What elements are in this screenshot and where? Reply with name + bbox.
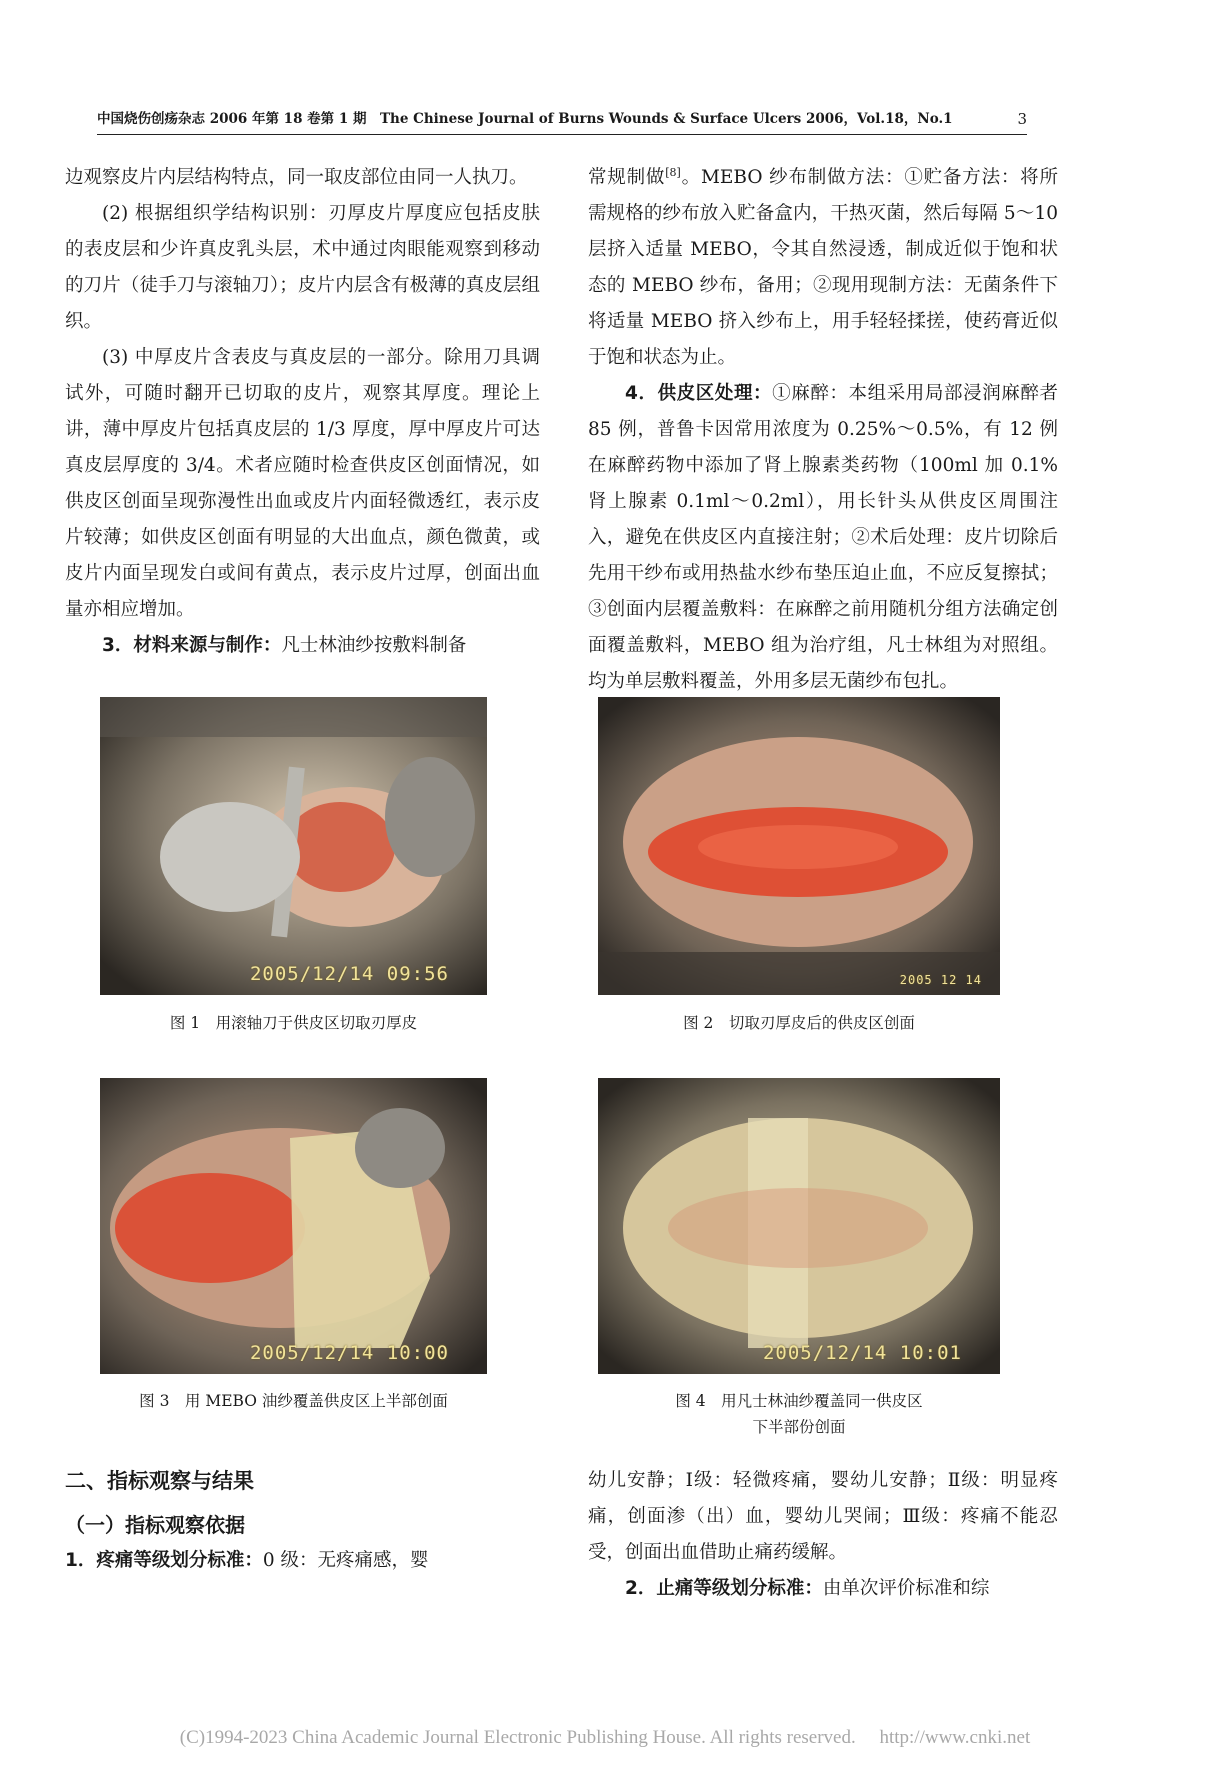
paragraph	[588, 160, 1058, 376]
paragraph-lead: 2．止痛等级划分标准：	[625, 1578, 823, 1599]
figure-4-photo	[598, 1078, 1000, 1374]
figure-4-caption: 图 4 用凡士林油纱覆盖同一供皮区 下半部份创面	[675, 1392, 923, 1436]
figure-3-photo	[100, 1078, 487, 1374]
paragraph-text: ①麻醉：本组采用局部浸润麻醉者 85 例，普鲁卡因常用浓度为 0.25%～0.5%，有 12 例在麻醉药物中添加了肾上腺素类药物（100ml 加 0.1% 肾上腺素 0.1ml～0.2ml），用长针头从供皮区周围注入，避免在供皮区内直接注射；②术后处理：皮片切除后先用干纱布或用热盐水纱布垫压迫止血，不应反复擦拭；③创面内层覆盖敷料：在麻醉之前用随机分组方法确定创面覆盖敷料，MEBO 组为治疗组，凡士林组为对照组。均为单层敷料覆盖，外用多层无菌纱布包扎。	[588, 383, 1058, 692]
paragraph-lead: 4．供皮区处理：	[625, 383, 773, 404]
figure-1-caption: 图 1 用滚轴刀于供皮区切取刃厚皮	[169, 1014, 418, 1032]
section-heading: 二、指标观察与结果	[65, 1469, 254, 1493]
paragraph-text: 凡士林油纱按敷料制备	[281, 635, 467, 656]
photo-timestamp: 2005 12 14	[899, 973, 982, 987]
mebo-dressing-photo-graphic	[100, 1078, 487, 1374]
right-column-top	[588, 160, 1058, 700]
paragraph-text: 。MEBO 纱布制做方法：①贮备方法：将所需规格的纱布放入贮备盒内，干热灭菌，然后每隔 5～10 层挤入适量 MEBO，令其自然浸透，制成近似于饱和状态的 MEBO 纱布，备用；②现用现制方法：无菌条件下将适量 MEBO 挤入纱布上，用手轻轻揉搓，使药膏近似于饱和状态为止。	[588, 167, 1058, 368]
citation-ref[interactable]: [8]	[665, 165, 681, 179]
left-column-top	[65, 160, 540, 664]
paragraph	[65, 628, 540, 664]
vaseline-dressing-photo-graphic	[598, 1078, 1000, 1374]
figure-1-photo	[100, 697, 487, 995]
right-column-bottom	[588, 1463, 1058, 1607]
copyright-footer: (C)1994-2023 China Academic Journal Electronic Publishing House. All rights reserved. http://www.cnki.net	[179, 1727, 1031, 1748]
photo-timestamp: 2005/12/14 10:01	[762, 1342, 962, 1364]
paragraph-text: 0 级：无疼痛感，婴	[262, 1550, 429, 1571]
paragraph	[588, 1571, 1058, 1607]
page-number: 3	[1017, 110, 1027, 128]
paragraph-text: 常规制做	[588, 167, 666, 188]
paragraph	[65, 1543, 540, 1579]
photo-timestamp: 2005/12/14 10:00	[249, 1342, 449, 1364]
surgery-photo-graphic	[100, 697, 487, 995]
paragraph: 边观察皮片内层结构特点，同一取皮部位由同一人执刀。	[65, 167, 528, 188]
figure-2-photo	[598, 697, 1000, 995]
donor-site-photo-graphic	[598, 697, 1000, 995]
paragraph-lead: 1．疼痛等级划分标准：	[65, 1550, 263, 1571]
paragraph-lead: 3．材料来源与制作：	[102, 635, 282, 656]
paragraph: 幼儿安静；Ⅰ级：轻微疼痛，婴幼儿安静；Ⅱ级：明显疼痛，创面渗（出）血，婴幼儿哭闹；Ⅲ级：疼痛不能忍受，创面出血借助止痛药缓解。	[588, 1470, 1058, 1563]
paragraph: (3) 中厚皮片含表皮与真皮层的一部分。除用刀具调试外，可随时翻开已切取的皮片，观察其厚度。理论上讲，薄中厚皮片包括真皮层的 1/3 厚度，厚中厚皮片可达真皮层厚度的 3/4。术者应随时检查供皮区创面情况，如供皮区创面呈现弥漫性出血或皮片内面轻微透红，表示皮片较薄；如供皮区创面有明显的大出血点，颜色微黄，或皮片内面呈现发白或间有黄点，表示皮片过厚，创面出血量亦相应增加。	[65, 347, 540, 620]
running-header	[97, 108, 1027, 135]
figure-2-caption: 图 2 切取刃厚皮后的供皮区创面	[683, 1014, 915, 1032]
photo-timestamp: 2005/12/14 09:56	[249, 963, 449, 985]
left-column-bottom	[65, 1463, 540, 1579]
journal-title: 中国烧伤创疡杂志 2006 年第 18 卷第 1 期 The Chinese Journal of Burns Wounds & Surface Ulcers 2006，Vol.18，No.1	[97, 111, 953, 127]
paragraph	[588, 376, 1058, 700]
subsection-heading: （一）指标观察依据	[65, 1513, 245, 1537]
paragraph: (2) 根据组织学结构识别：刃厚皮片厚度应包括皮肤的表皮层和少许真皮乳头层，术中通过肉眼能观察到移动的刀片（徒手刀与滚轴刀）；皮片内层含有极薄的真皮层组织。	[65, 203, 540, 332]
paragraph-text: 由单次评价标准和综	[822, 1578, 990, 1599]
figure-3-caption: 图 3 用 MEBO 油纱覆盖供皮区上半部创面	[139, 1392, 448, 1410]
